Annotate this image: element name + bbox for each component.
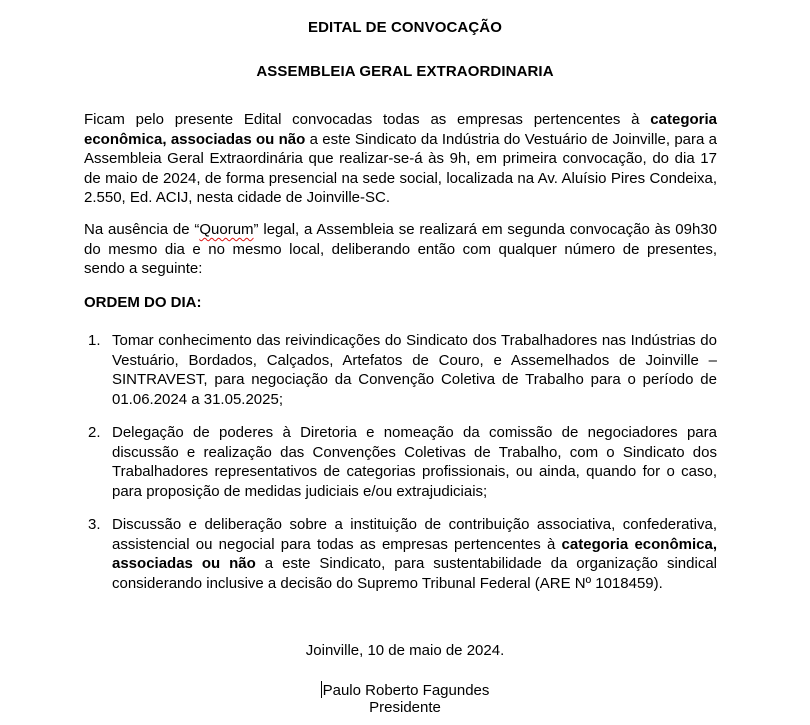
agenda-item-text	[112, 515, 717, 593]
document-title: EDITAL DE CONVOCAÇÃO	[308, 19, 502, 36]
agenda-item-number: 3.	[88, 516, 101, 533]
agenda-item-number: 1.	[88, 332, 101, 349]
signature-date: Joinville, 10 de maio de 2024.	[305, 642, 505, 659]
text-cursor	[321, 681, 322, 698]
paragraph-text: Ficam pelo presente Edital convocadas todas as empresas pertencentes à	[84, 111, 651, 128]
bold-phrase: categoria econômica, associadas ou não	[112, 535, 717, 572]
signer-name: Paulo Roberto Fagundes	[322, 682, 490, 699]
paragraph-convocation	[84, 110, 717, 208]
signer-line	[0, 681, 810, 699]
agenda-item-text: Delegação de poderes à Diretoria e nomeação da comissão de negociadores para discussão e realização das Convenções Coletivas de Trabalho, com o Sindicato dos Trabalhadores representativos de categorias profissionais, ou ainda, quando for o caso, para proposição de medidas judiciais e/ou extrajudiciais;	[112, 424, 717, 500]
bold-phrase: categoria econômica, associadas ou não	[84, 111, 717, 148]
document-subtitle: ASSEMBLEIA GERAL EXTRAORDINARIA	[256, 63, 554, 80]
agenda-item-text-part: Discussão e deliberação sobre a instituição de contribuição associativa, confederativa, assistencial ou negocial para todas as empresas pertencentes à	[112, 516, 717, 553]
agenda-item-text-part: a este Sindicato, para sustentabilidade da organização sindical considerando inclusive a decisão do Supremo Tribunal Federal (ARE Nº 1018459).	[112, 555, 718, 592]
signer-role: Presidente	[369, 699, 441, 716]
agenda-item-number: 2.	[88, 424, 101, 441]
paragraph-text: a este Sindicato da Indústria do Vestuário de Joinville, para a Assembleia Geral Extraordinária que realizar-se-á às 9h, em primeira convocação, do dia 17 de maio de 2024, de forma presencial na sede social, localizada na Av. Aluísio Pires Condeixa, 2.550, Ed. ACIJ, nesta cidade de Joinville-SC.	[84, 130, 717, 206]
paragraph-quorum	[84, 220, 717, 279]
paragraph-text: Na ausência de “	[84, 221, 200, 238]
agenda-item-text: Tomar conhecimento das reivindicações do Sindicato dos Trabalhadores nas Indústrias do Vestuário, Bordados, Calçados, Artefatos de Couro, e Assemelhados de Joinville – SINTRAVEST, para negociação da Convenção Coletiva de Trabalho para o período de 01.06.2024 a 31.05.2025;	[112, 332, 717, 408]
spellcheck-word: Quorum	[199, 221, 254, 238]
agenda-heading: ORDEM DO DIA:	[84, 294, 202, 311]
paragraph-text: ” legal, a Assembleia se realizará em segunda convocação às 09h30 do mesmo dia e no mesmo local, deliberando então com qualquer número de presentes, sendo a seguinte:	[84, 221, 717, 277]
